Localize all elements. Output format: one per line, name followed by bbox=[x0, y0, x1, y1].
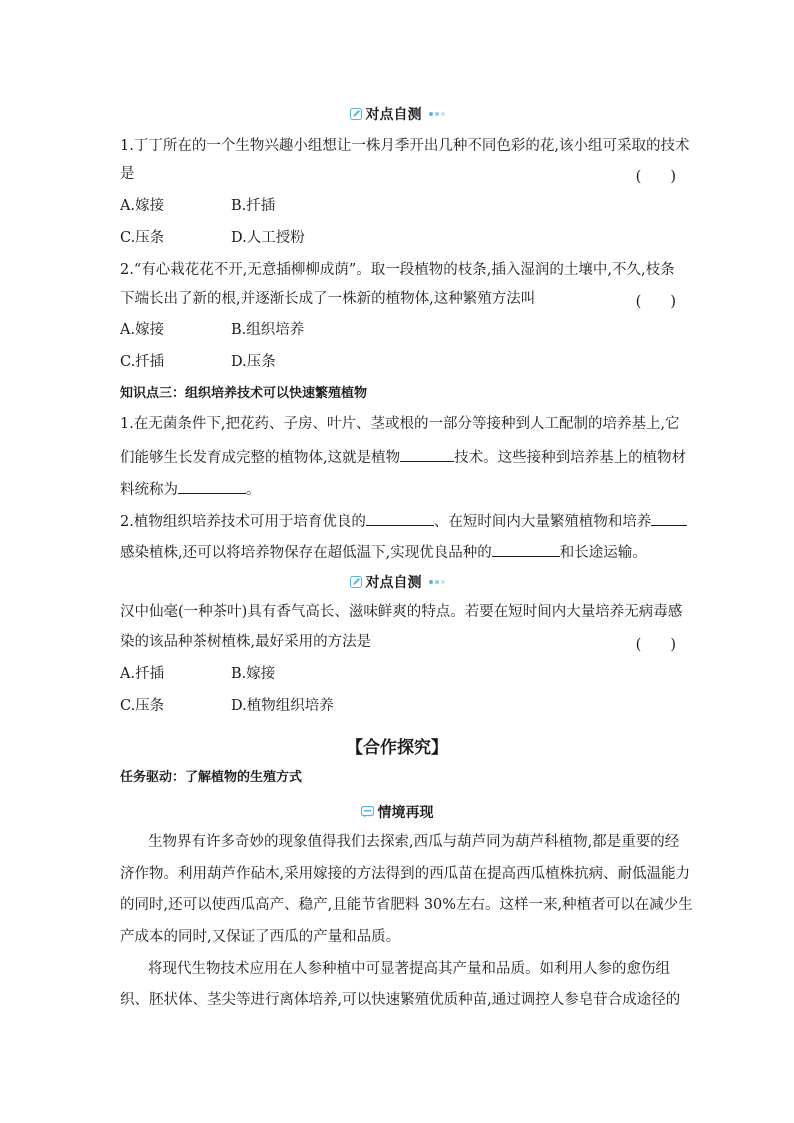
knowledge-p2-line-1: 2.植物组织培养技术可用于培育优良的 、在短时间内大量繁殖植物和培养 bbox=[120, 511, 676, 531]
scenario-para-2-line-2: 织、胚状体、茎尖等进行离体培养,可以快速繁殖优质种苗,通过调控人参皂苷合成途径的 bbox=[120, 992, 681, 1008]
option-b: B.组织培养 bbox=[231, 322, 305, 338]
option-a: A.嫁接 bbox=[120, 322, 165, 338]
pencil-icon bbox=[350, 108, 362, 120]
knowledge-point-title: 知识点三：组织培养技术可以快速繁殖植物 bbox=[120, 386, 368, 401]
knowledge-p1-line-3: 料统称为 。 bbox=[120, 479, 676, 499]
section-heading-self-test-1: 对点自测 bbox=[0, 104, 794, 124]
cooperation-title: 【合作探究】 bbox=[346, 738, 448, 758]
chat-bubble-icon bbox=[361, 806, 374, 818]
knowledge-p1-line-2: 们能够生长发育成完整的植物体,这就是植物 技术。这些接种到培养基上的植物材 bbox=[120, 447, 676, 467]
option-c: C.压条 bbox=[120, 230, 165, 246]
scenario-para-2-line-1: 将现代生物技术应用在人参种植中可显著提高其产量和品质。如利用人参的愈伤组 bbox=[148, 961, 670, 977]
fill-blank[interactable] bbox=[366, 511, 434, 526]
section-heading-self-test-2: 对点自测 bbox=[0, 572, 794, 592]
option-c: C.扦插 bbox=[120, 354, 165, 370]
question-3-line-1: 汉中仙毫(一种茶叶)具有香气高长、滋味鲜爽的特点。若要在短时间内大量培养无病毒感 bbox=[120, 604, 683, 620]
answer-parenthesis: ( ) bbox=[635, 294, 676, 310]
answer-parenthesis: ( ) bbox=[635, 637, 676, 653]
question-3-line-2: 染的该品种茶树植株,最好采用的方法是 bbox=[120, 634, 372, 650]
fill-blank[interactable] bbox=[492, 542, 560, 557]
fill-blank[interactable] bbox=[651, 511, 687, 526]
scene-heading: 情境再现 bbox=[0, 802, 794, 822]
option-a: A.嫁接 bbox=[120, 198, 165, 214]
fill-blank[interactable] bbox=[400, 447, 454, 462]
scenario-para-1-line-4: 产成本的同时,又保证了西瓜的产量和品质。 bbox=[120, 929, 401, 945]
pencil-icon bbox=[350, 576, 362, 588]
option-d: D.人工授粉 bbox=[231, 230, 305, 246]
scenario-para-1-line-1: 生物界有许多奇妙的现象值得我们去探索,西瓜与葫芦同为葫芦科植物,都是重要的经 bbox=[148, 834, 680, 850]
option-d: D.植物组织培养 bbox=[231, 698, 334, 714]
fill-blank[interactable] bbox=[178, 479, 246, 494]
option-a: A.扦插 bbox=[120, 666, 165, 682]
option-d: D.压条 bbox=[231, 354, 276, 370]
scenario-para-1-line-3: 的同时,还可以使西瓜高产、稳产,且能节省肥料 30%左右。这样一来,种植者可以在减少生 bbox=[120, 897, 693, 913]
answer-parenthesis: ( ) bbox=[635, 169, 676, 185]
question-2-line-1: 2.“有心栽花花不开,无意插柳柳成荫”。取一段植物的枝条,插入湿润的土壤中,不久,枝条 bbox=[120, 262, 675, 278]
option-b: B.扦插 bbox=[231, 198, 276, 214]
decorative-dots bbox=[429, 112, 445, 116]
option-b: B.嫁接 bbox=[231, 666, 276, 682]
question-1-line-2: 是 bbox=[120, 166, 135, 182]
option-c: C.压条 bbox=[120, 698, 165, 714]
knowledge-p1-line-1: 1.在无菌条件下,把花药、子房、叶片、茎或根的一部分等接种到人工配制的培养基上,它 bbox=[120, 416, 680, 432]
decorative-dots bbox=[429, 580, 445, 584]
knowledge-p2-line-2: 感染植株,还可以将培养物保存在超低温下,实现优良品种的 和长途运输。 bbox=[120, 542, 676, 562]
scenario-para-1-line-2: 济作物。利用葫芦作砧木,采用嫁接的方法得到的西瓜苗在提高西瓜植株抗病、耐低温能力 bbox=[120, 866, 691, 882]
question-2-line-2: 下端长出了新的根,并逐渐长成了一株新的植物体,这种繁殖方法叫 bbox=[120, 291, 536, 307]
task-title: 任务驱动：了解植物的生殖方式 bbox=[120, 770, 303, 785]
question-1-line-1: 1.丁丁所在的一个生物兴趣小组想让一株月季开出几种不同色彩的花,该小组可采取的技术 bbox=[120, 138, 690, 154]
